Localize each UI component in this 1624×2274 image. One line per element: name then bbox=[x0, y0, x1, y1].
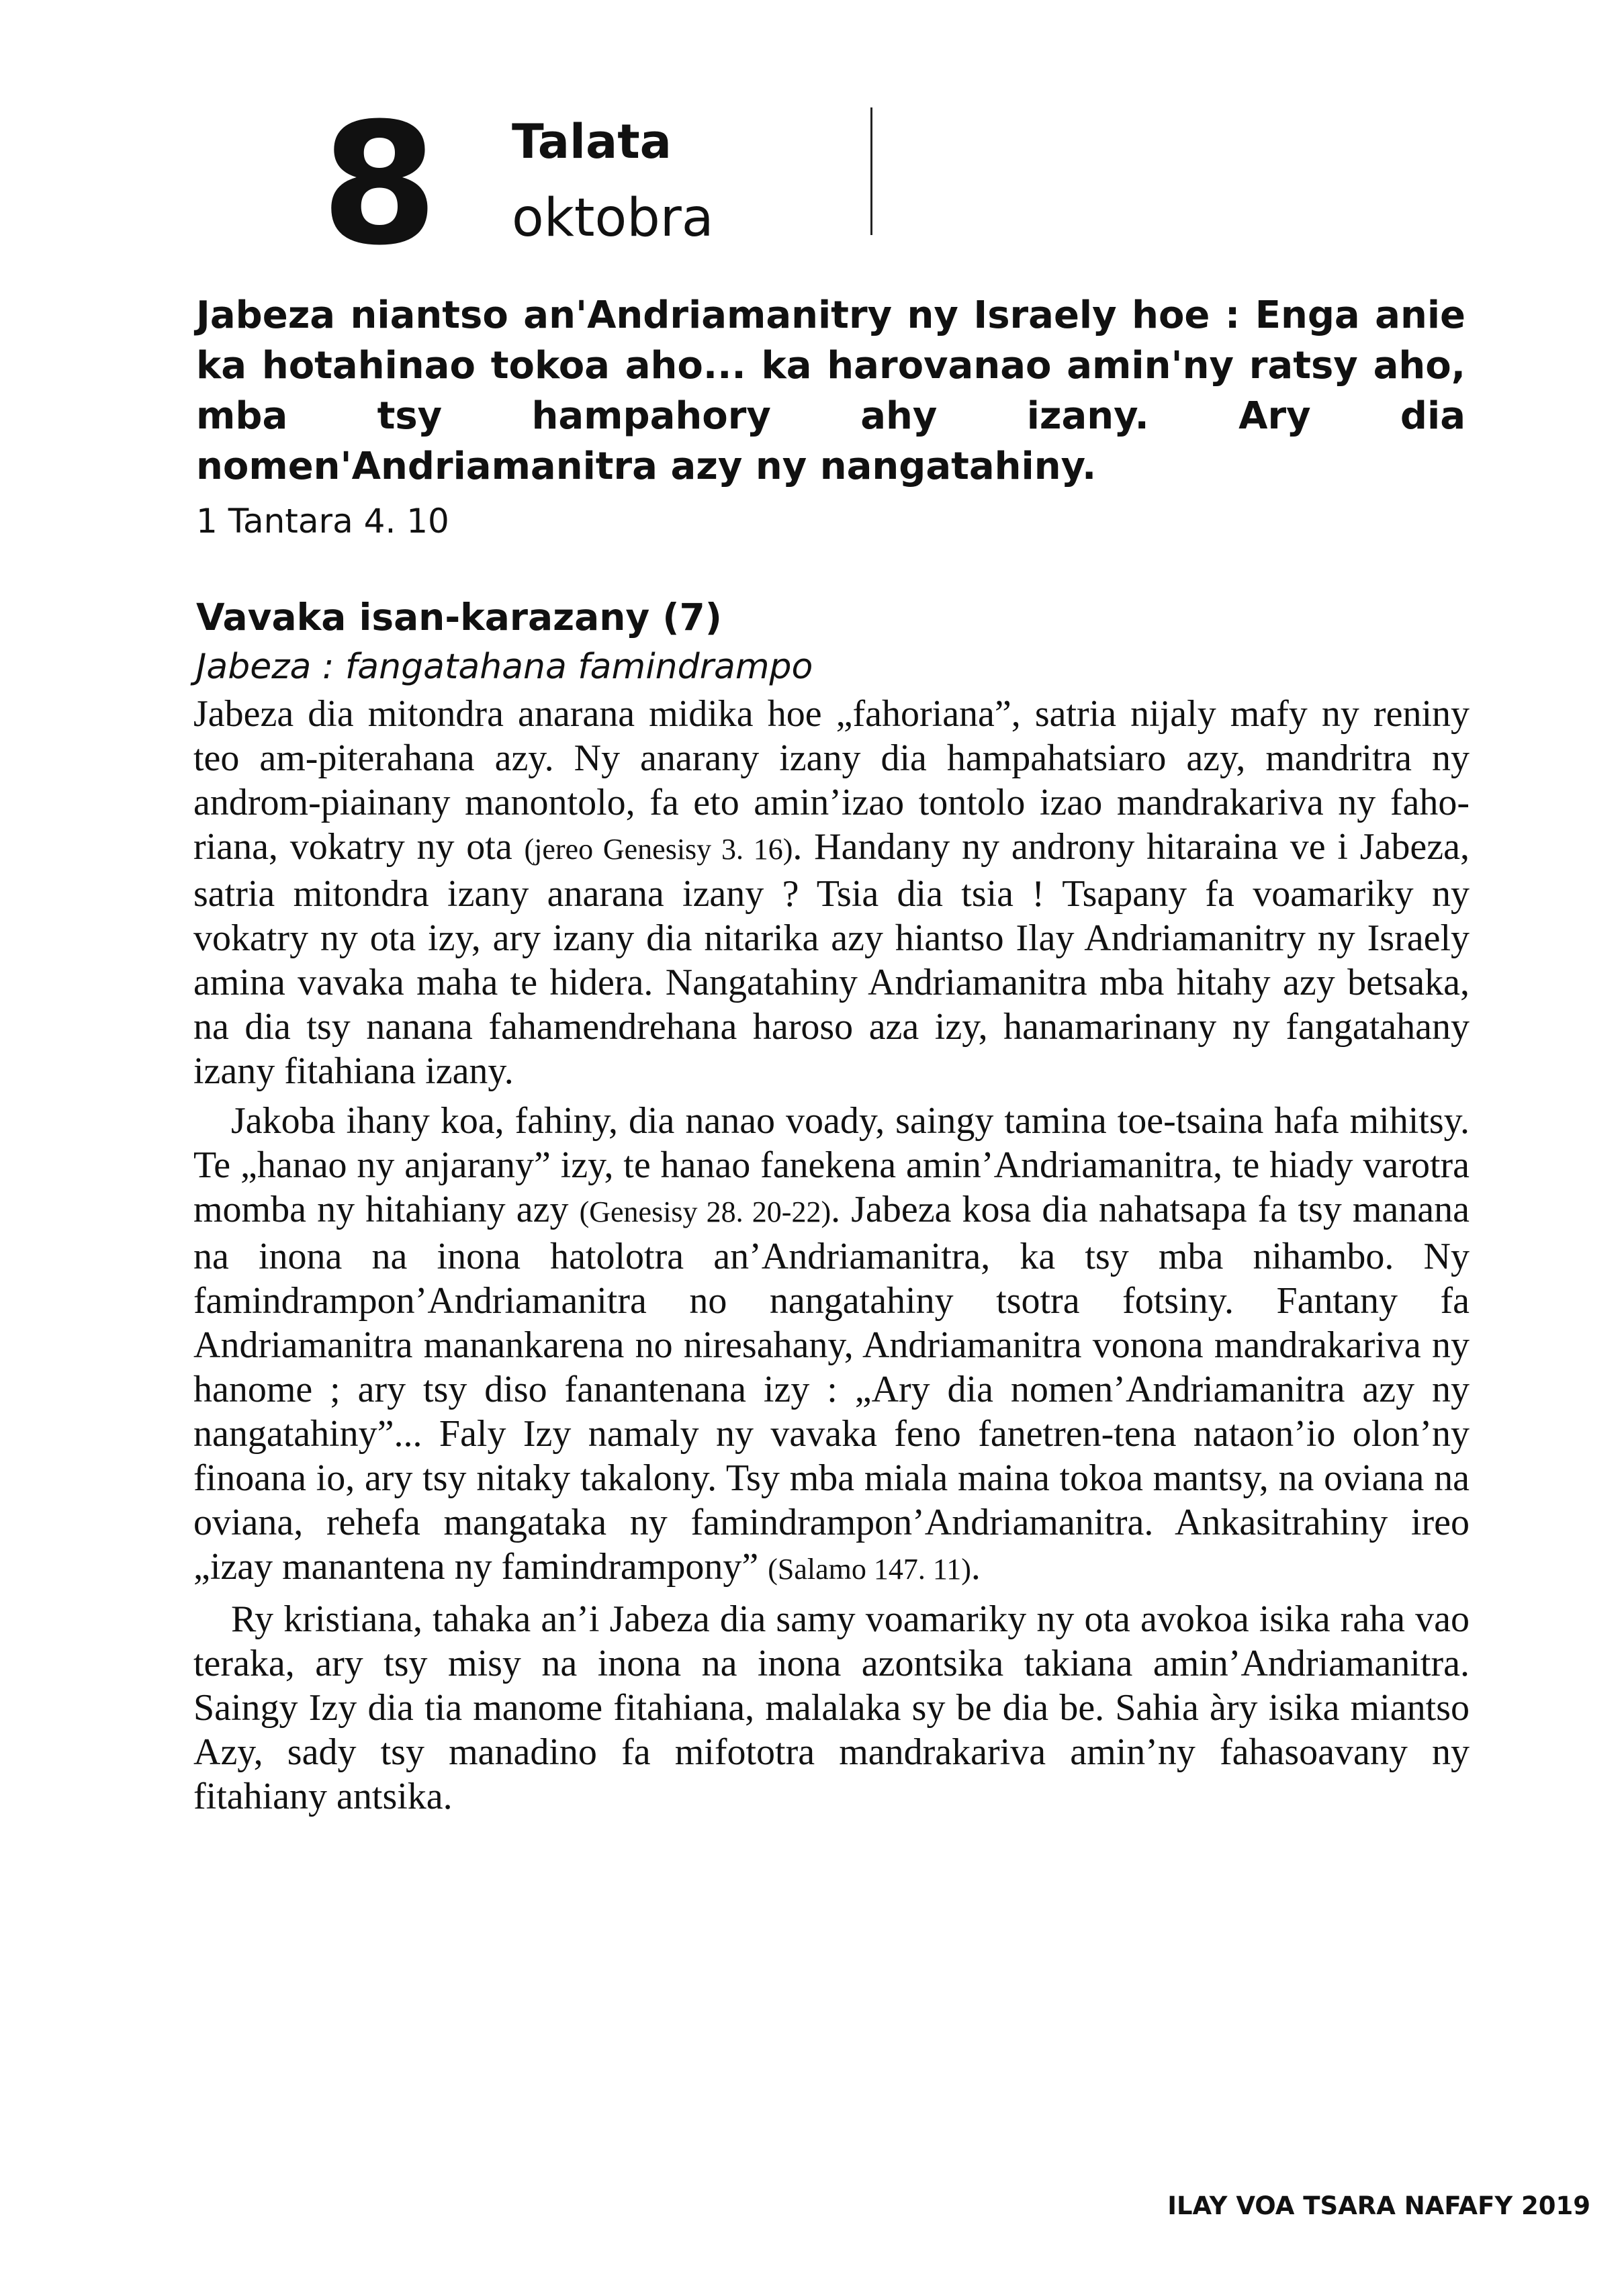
paragraph-text: Ry kristiana, tahaka an’i Jabeza dia samy voamariky ny ota avokoa isika raha vao teraka, ary tsy misy na inona na inona azontsika takiana amin’Andriamanitra. Saingy Izy dia tia manome fitahiana, malalaka sy be dia be. Sahia àry isika miantso Azy, sady tsy manadino fa mifototra mandrakariva amin’ny fahasoavany ny fitahiany antsika. bbox=[193, 1598, 1470, 1817]
scripture-reference: (Genesisy 28. 20-22) bbox=[579, 1195, 831, 1228]
section-subtitle: Jabeza : fangatahana famindrampo bbox=[196, 647, 813, 687]
paragraph-1 bbox=[193, 692, 1470, 1093]
daily-verse: Jabeza niantso an'Andriamanitry ny Israely hoe : Enga anie ka hotahinao tokoa aho... ka harovanao amin'ny ratsy aho, mba tsy hampahory ahy izany. Ary dia nomen'Andriamanitra azy ny nangatahiny. bbox=[196, 293, 1465, 488]
paragraph-text: Jakoba ihany koa, fahiny, dia nanao voady, saingy tamina toe-tsaina hafa mihitsy. Te „hanao ny anjarany” izy, te hanao fanekena amin’Andriamanitra, te hiady varotra momba ny hitahiany azy bbox=[193, 1100, 1470, 1230]
scripture-reference: (jereo Genesisy 3. 16) bbox=[524, 833, 793, 866]
verse-reference: 1 Tantara 4. 10 bbox=[196, 502, 449, 541]
header-divider bbox=[870, 107, 872, 235]
body-text bbox=[193, 692, 1470, 1824]
paragraph-2 bbox=[193, 1099, 1470, 1592]
paragraph-text: . Jabeza kosa dia nahatsapa fa tsy manana na inona na inona hatolotra an’Andriamanitra, ka tsy mba nihambo. Ny famindrampon’Andriamanitra no nangatahiny tsotra fotsiny. Fantany fa Andriamanitra manankarena no niresahany, Andriamanitra vonona mandrakariva ny hanome ; ary tsy diso fanantenana izy : „Ary dia nomen’Andriamanitra azy ny nangatahiny”... Faly Izy namaly ny vavaka feno fanetren-tena nataon’io olon’ny finoana io, ary tsy nitaky takalony. Tsy mba miala maina tokoa mantsy, na oviana na oviana, rehefa mangataka ny famindrampon’Andriamanitra. Ankasitrahiny ireo „izay manantena ny famindrampony” bbox=[193, 1189, 1470, 1588]
weekday-label: Talata bbox=[512, 114, 672, 169]
month-label: oktobra bbox=[512, 188, 714, 248]
paragraph-text: Jabeza dia mitondra anarana midika hoe „fahoriana”, satria nijaly mafy ny reniny teo am-piterahana azy. Ny anarany izany dia hampahatsiaro azy, mandritra ny androm-piainany manontolo, fa eto amin’izao tontolo izao mandrakariva ny fahoriana, vokatry ny ota bbox=[193, 693, 1470, 868]
footer-publication: ILAY VOA TSARA NAFAFY 2019 bbox=[1167, 2191, 1590, 2220]
paragraph-text: . Handany ny androny hitaraina ve i Jabeza, satria mitondra izany anarana izany ? Tsia dia tsia ! Tsapany fa voamariky ny vokatry ny ota izy, ary izany dia nitarika azy hiantso Ilay Andriamanitry ny Israely amina vavaka maha te hidera. Nangatahiny Andriamanitra mba hitahy azy betsaka, na dia tsy nanana fahamendrehana haroso aza izy, hanamarinany ny fangatahany izany fitahiana izany. bbox=[193, 826, 1470, 1092]
section-title: Vavaka isan-karazany (7) bbox=[196, 596, 722, 639]
paragraph-3 bbox=[193, 1597, 1470, 1819]
day-number: 8 bbox=[321, 87, 434, 282]
scripture-reference: (Salamo 147. 11) bbox=[768, 1553, 971, 1586]
paragraph-text: . bbox=[971, 1546, 981, 1588]
